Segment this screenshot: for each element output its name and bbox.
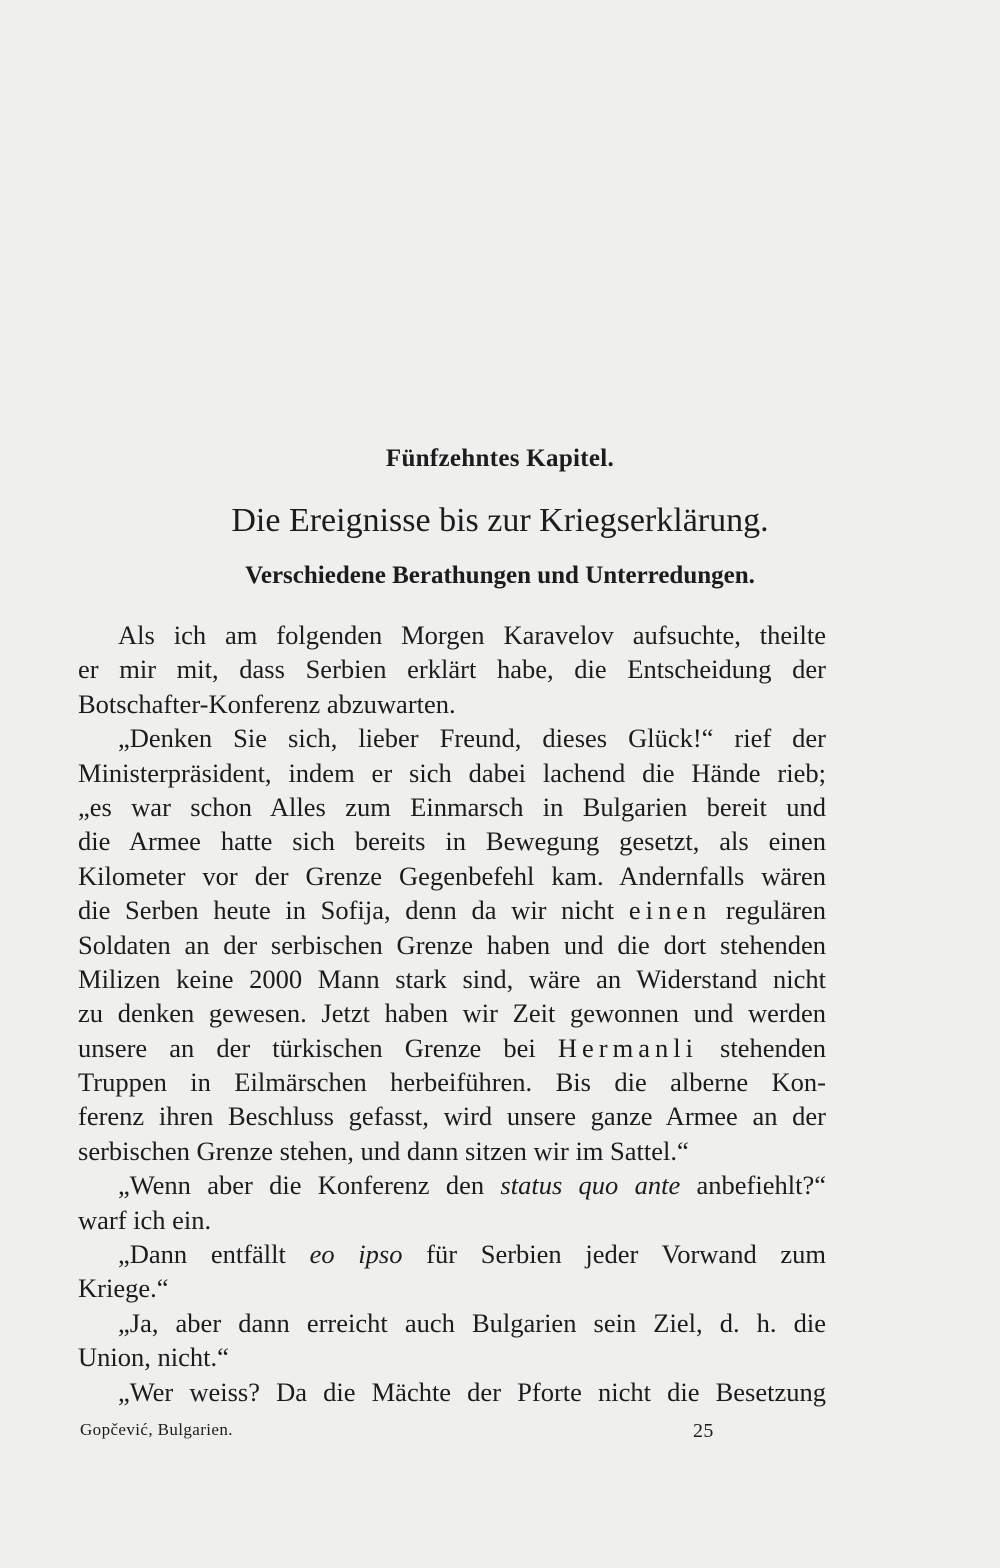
text-line: Kriege.“ xyxy=(78,1273,169,1304)
emphasis-spaced: Hermanli xyxy=(557,1032,698,1063)
text-segment: stehenden xyxy=(697,1032,826,1063)
text-line xyxy=(78,1168,826,1202)
text-line: Als ich am folgenden Morgen Karavelov aufsuchte, theilte xyxy=(118,620,826,650)
text-line: „Wer weiss? Da die Mächte der Pforte nicht die Besetzung xyxy=(118,1376,826,1407)
page-number: 25 xyxy=(693,1420,714,1442)
text-line: Kilometer vor der Grenze Gegenbefehl kam. Andernfalls wären xyxy=(78,860,826,891)
text-segment: für Serbien jeder Vorwand zum xyxy=(402,1239,827,1270)
emphasis-italic: eo ipso xyxy=(309,1239,403,1270)
text-line: serbischen Grenze stehen, und dann sitzen wir im Sattel.“ xyxy=(78,1135,689,1166)
emphasis-spaced: einen xyxy=(628,895,712,926)
text-line xyxy=(78,1237,826,1271)
text-line: Truppen in Eilmärschen herbeiführen. Bis die alberne Kon- xyxy=(78,1067,826,1098)
text-line: Milizen keine 2000 Mann stark sind, wäre an Widerstand nicht xyxy=(78,963,826,994)
emphasis-italic: status quo ante xyxy=(500,1170,681,1201)
text-line: die Armee hatte sich bereits in Bewegung gesetzt, als einen xyxy=(78,826,826,857)
text-segment: anbefiehlt?“ xyxy=(680,1170,826,1201)
text-line: „Ja, aber dann erreicht auch Bulgarien sein Ziel, d. h. die xyxy=(118,1307,826,1338)
chapter-heading: Fünfzehntes Kapitel. xyxy=(385,445,615,472)
text-line: warf ich ein. xyxy=(78,1204,212,1235)
text-segment: „Wenn aber die Konferenz den xyxy=(118,1170,501,1201)
text-line: „Denken Sie sich, lieber Freund, dieses Glück!“ rief der xyxy=(118,723,826,754)
text-line: Botschafter-Konferenz abzuwarten. xyxy=(78,688,456,719)
text-line: zu denken gewesen. Jetzt haben wir Zeit gewonnen und werden xyxy=(78,998,826,1029)
text-segment: die Serben heute in Sofija, denn da wir nicht xyxy=(78,895,629,926)
text-line: ferenz ihren Beschluss gefasst, wird unsere ganze Armee an der xyxy=(78,1101,826,1132)
text-line: „es war schon Alles zum Einmarsch in Bulgarien bereit und xyxy=(78,791,826,822)
text-segment: regulären xyxy=(711,895,826,926)
text-line: Union, nicht.“ xyxy=(78,1342,229,1373)
text-segment: „Dann entfällt xyxy=(118,1239,310,1270)
chapter-title: Die Ereignisse bis zur Kriegserklärung. xyxy=(231,502,769,539)
text-line: Ministerpräsident, indem er sich dabei lachend die Hände rieb; xyxy=(78,757,826,788)
body-text xyxy=(78,618,826,1409)
text-line xyxy=(78,893,826,927)
text-line: Soldaten an der serbischen Grenze haben und die dort stehenden xyxy=(78,929,826,960)
text-segment: unsere an der türkischen Grenze bei xyxy=(78,1032,558,1063)
running-footer-author: Gopčević, Bulgarien. xyxy=(80,1420,233,1439)
section-subtitle: Verschiedene Berathungen und Unterredungen. xyxy=(245,562,755,589)
text-line: er mir mit, dass Serbien erklärt habe, die Entscheidung der xyxy=(78,654,826,685)
text-line xyxy=(78,1031,826,1065)
